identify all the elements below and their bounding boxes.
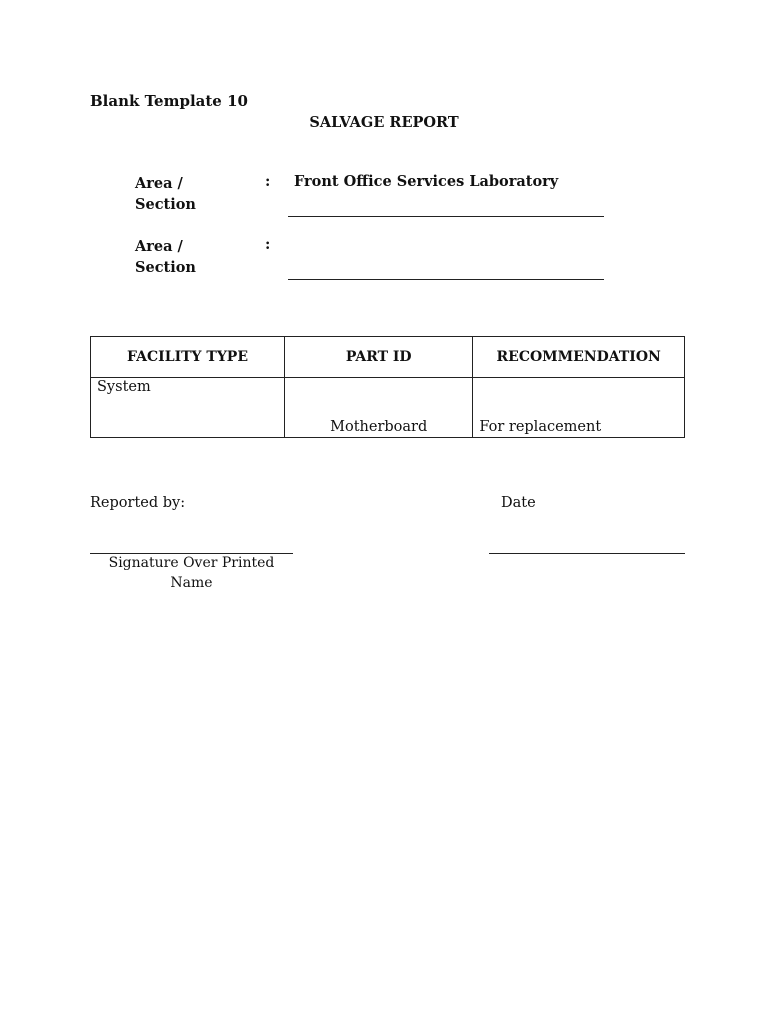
area-label-line: Area /	[135, 238, 183, 255]
date-label: Date	[501, 495, 536, 511]
template-label: Blank Template 10	[90, 92, 248, 110]
table-row	[91, 378, 685, 438]
area-section-underline	[288, 216, 604, 217]
field-colon: :	[265, 173, 271, 190]
area-section-value: Front Office Services Laboratory	[294, 173, 559, 190]
cell-text: For replacement	[479, 419, 602, 435]
facility-table	[90, 336, 685, 438]
field-colon: :	[265, 236, 271, 253]
column-header-facility-type: FACILITY TYPE	[91, 337, 285, 378]
section-label-line: Section	[135, 259, 196, 276]
signature-caption-line: Signature Over Printed	[108, 555, 275, 571]
area-section-underline	[288, 279, 604, 280]
area-section-label	[135, 236, 196, 278]
cell-text: Motherboard	[330, 419, 428, 435]
area-section-label	[135, 173, 196, 215]
column-header-part-id: PART ID	[285, 337, 473, 378]
date-line	[489, 553, 685, 554]
table-header-row	[91, 337, 685, 378]
signature-caption-line: Name	[170, 575, 213, 591]
page-title: SALVAGE REPORT	[309, 114, 459, 131]
cell-facility-type	[91, 378, 285, 438]
reported-by-label: Reported by:	[90, 495, 186, 511]
cell-recommendation	[473, 378, 685, 438]
column-header-recommendation: RECOMMENDATION	[473, 337, 685, 378]
section-label-line: Section	[135, 196, 196, 213]
cell-part-id	[285, 378, 473, 438]
signature-caption	[90, 553, 293, 593]
area-label-line: Area /	[135, 175, 183, 192]
cell-text: System	[97, 379, 151, 395]
